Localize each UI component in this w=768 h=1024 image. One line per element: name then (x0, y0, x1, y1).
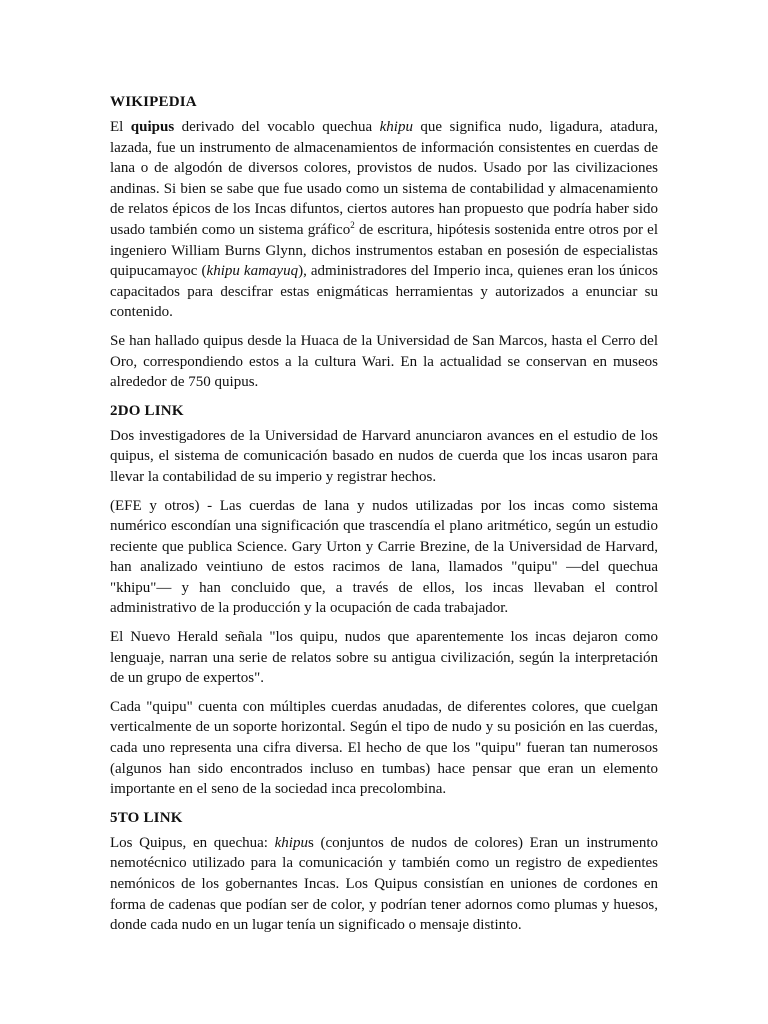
heading-5to-link: 5TO LINK (110, 809, 183, 826)
text: El (110, 119, 131, 135)
italic-term-khipu: khipu (379, 119, 413, 135)
bold-term-quipus: quipus (130, 119, 175, 135)
italic-term-khipu-kamayuq: khipu kamayuq (206, 263, 299, 280)
paragraph-2do-2: (EFE y otros) - Las cuerdas de lana y nudos utilizadas por los incas como sistema numérico escondían una significación que trascendía el plano aritmético, según un estudio reciente que publica Science. Gary Urton y Carrie Brezine, de la Universidad de Harvard, han analizado veintiuno de estos racimos de lana, llamados "quipu" —del quechua "khipu"— y han concluido que, a través de ellos, los incas llevaban el control administrativo de la producción y la ocupación de cada trabajador. (110, 497, 658, 617)
paragraph-wikipedia-2: Se han hallado quipus desde la Huaca de la Universidad de San Marcos, hasta el Cerro del Oro, correspondiendo estos a la cultura Wari. En la actualidad se conservan en museos alrededor de 750 quipus. (110, 332, 658, 391)
text: s (conjuntos de nudos de colores) Eran un instrumento nemotécnico utilizado para la comunicación y también como un registro de expedientes nemónicos de los gobernantes Incas. Los Quipus consistían en uniones de cordones en forma de cadenas que podían ser de color, y podrían tener adornos como plumas y huesos, donde cada nudo en un lugar tenía un significado o mensaje distinto. (110, 834, 659, 934)
footnote-marker: 2 (350, 219, 355, 230)
paragraph-2do-1: Dos investigadores de la Universidad de Harvard anunciaron avances en el estudio de los quipus, el sistema de comunicación basado en nudos de cuerda que los incas usaron para llevar la contabilidad de su imperio y registrar hechos. (110, 427, 658, 485)
text: derivado del vocablo quechua (174, 119, 380, 135)
paragraph-wikipedia-1 (110, 117, 658, 323)
italic-term-khipu: khipu (274, 834, 308, 851)
heading-2do-link: 2DO LINK (110, 402, 184, 419)
text: que significa nudo, ligadura, atadura, lazada, fue un instrumento de almacenamientos de información consistentes en cuerdas de lana o de algodón de diversos colores, provistos de nudos. Usado por las civilizaciones andinas. Si bien se sabe que fue usado como un sistema de contabilidad y almacenamiento de relatos épicos de los Incas difuntos, ciertos autores han propuesto que podría haber sido usado también como un sistema gráfico (110, 119, 658, 238)
paragraph-5to-1 (110, 833, 658, 936)
paragraph-2do-3: El Nuevo Herald señala "los quipu, nudos que aparentemente los incas dejaron como lenguaje, narran una serie de relatos sobre su antigua civilización, según la interpretación de un grupo de expertos". (110, 629, 658, 687)
heading-wikipedia: WIKIPEDIA (110, 94, 197, 110)
text: Los Quipus, en quechua: (110, 834, 275, 851)
paragraph-2do-4: Cada "quipu" cuenta con múltiples cuerdas anudadas, de diferentes colores, que cuelgan verticalmente de un soporte horizontal. Según el tipo de nudo y su posición en las cuerdas, cada uno representa una cifra diversa. El hecho de que los "quipu" fueran tan numerosos (algunos han sido encontrados incluso en tumbas) hace pensar que eran un elemento importante en el seno de la sociedad inca precolombina. (110, 698, 658, 798)
text: ), administradores del Imperio inca, quienes eran los únicos capacitados para descifrar estas enigmáticas herramientas y autorizados a enunciar su contenido. (110, 263, 658, 321)
text: de escritura, hipótesis sostenida entre otros por el ingeniero William Burns Glynn, dichos instrumentos estaban en posesión de especialistas quipucamayoc ( (110, 221, 658, 280)
